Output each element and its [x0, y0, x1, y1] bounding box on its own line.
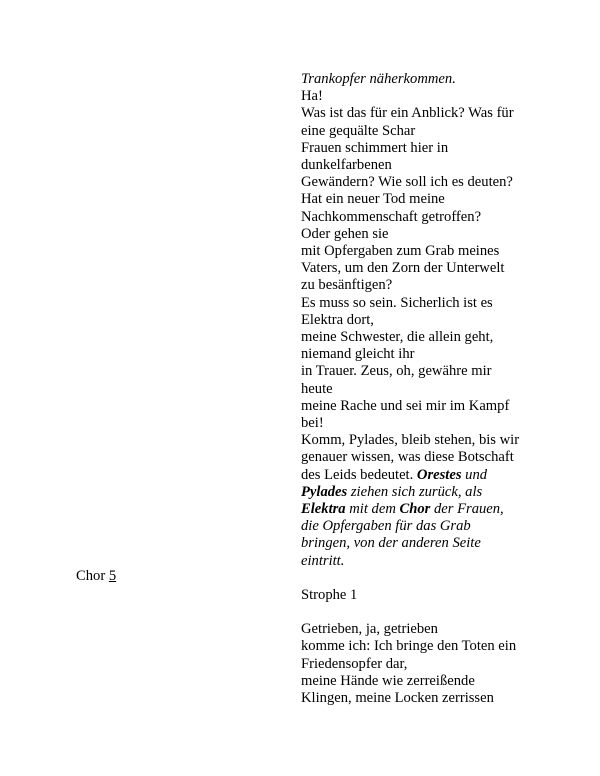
verse-line: Gewändern? Wie soll ich es deuten?: [301, 174, 513, 191]
verse-line: Elektra dort,: [301, 311, 374, 328]
stage-fragment: der Frauen,: [430, 501, 504, 518]
verse-line: mit Opfergaben zum Grab meines: [301, 243, 500, 260]
speaker-name: Chor: [76, 568, 106, 584]
verse-line: Getrieben, ja, getrieben: [301, 621, 438, 638]
verse-line: meine Hände wie zerreißende: [301, 672, 475, 689]
verse-line: in Trauer. Zeus, oh, gewähre mir: [301, 363, 492, 380]
character-name: Orestes: [416, 466, 462, 483]
verse-line: eine gequälte Schar: [301, 122, 416, 139]
stage-line: die Opfergaben für das Grab: [301, 518, 471, 535]
verse-fragment: des Leids bedeutet.: [301, 466, 417, 483]
verse-line: dunkelfarbenen: [301, 157, 392, 174]
stage-line: bringen, von der anderen Seite: [301, 535, 481, 552]
stage-direction-block: [301, 484, 536, 570]
stage-fragment: mit dem: [345, 501, 400, 518]
verse-line: meine Rache und sei mir im Kampf: [301, 397, 510, 414]
verse-line: Ha!: [301, 88, 323, 105]
verse-line: Oder gehen sie: [301, 225, 389, 242]
verse-line-with-stage-direction: [301, 467, 536, 484]
speaker-label: [76, 568, 116, 585]
verse-line: zu besänftigen?: [301, 277, 393, 294]
verse-line: niemand gleicht ihr: [301, 346, 415, 363]
stage-fragment: und: [461, 466, 488, 483]
character-name: Pylades: [301, 483, 348, 500]
verse-line: Komm, Pylades, bleib stehen, bis wir: [301, 432, 520, 449]
verse-line: heute: [301, 380, 333, 397]
stage-fragment: ziehen sich zurück, als: [347, 483, 483, 500]
character-name: Elektra: [301, 501, 346, 518]
footnote-link[interactable]: 5: [108, 568, 117, 584]
strophe-heading: Strophe 1: [301, 586, 358, 603]
verse-block-b: [301, 621, 536, 707]
verse-line: meine Schwester, die allein geht,: [301, 329, 494, 346]
verse-line: Friedensopfer dar,: [301, 655, 408, 672]
verse-line: Hat ein neuer Tod meine: [301, 191, 445, 208]
verse-line: Klingen, meine Locken zerrissen: [301, 689, 494, 706]
text-column: [301, 71, 536, 707]
verse-line: Was ist das für ein Anblick? Was für: [301, 105, 514, 122]
verse-line: Es muss so sein. Sicherlich ist es: [301, 294, 493, 311]
verse-line: Vaters, um den Zorn der Unterwelt: [301, 260, 505, 277]
stage-line: eintritt.: [301, 552, 345, 569]
stage-direction-top: Trankopfer näherkommen.: [301, 71, 456, 87]
character-name: Chor: [399, 501, 431, 518]
verse-line: bei!: [301, 415, 324, 432]
verse-line: komme ich: Ich bringe den Toten ein: [301, 638, 517, 655]
verse-line: Frauen schimmert hier in: [301, 139, 449, 156]
verse-line: Nachkommenschaft getroffen?: [301, 208, 482, 225]
verse-line: genauer wissen, was diese Botschaft: [301, 449, 514, 466]
verse-block-a: [301, 88, 536, 466]
